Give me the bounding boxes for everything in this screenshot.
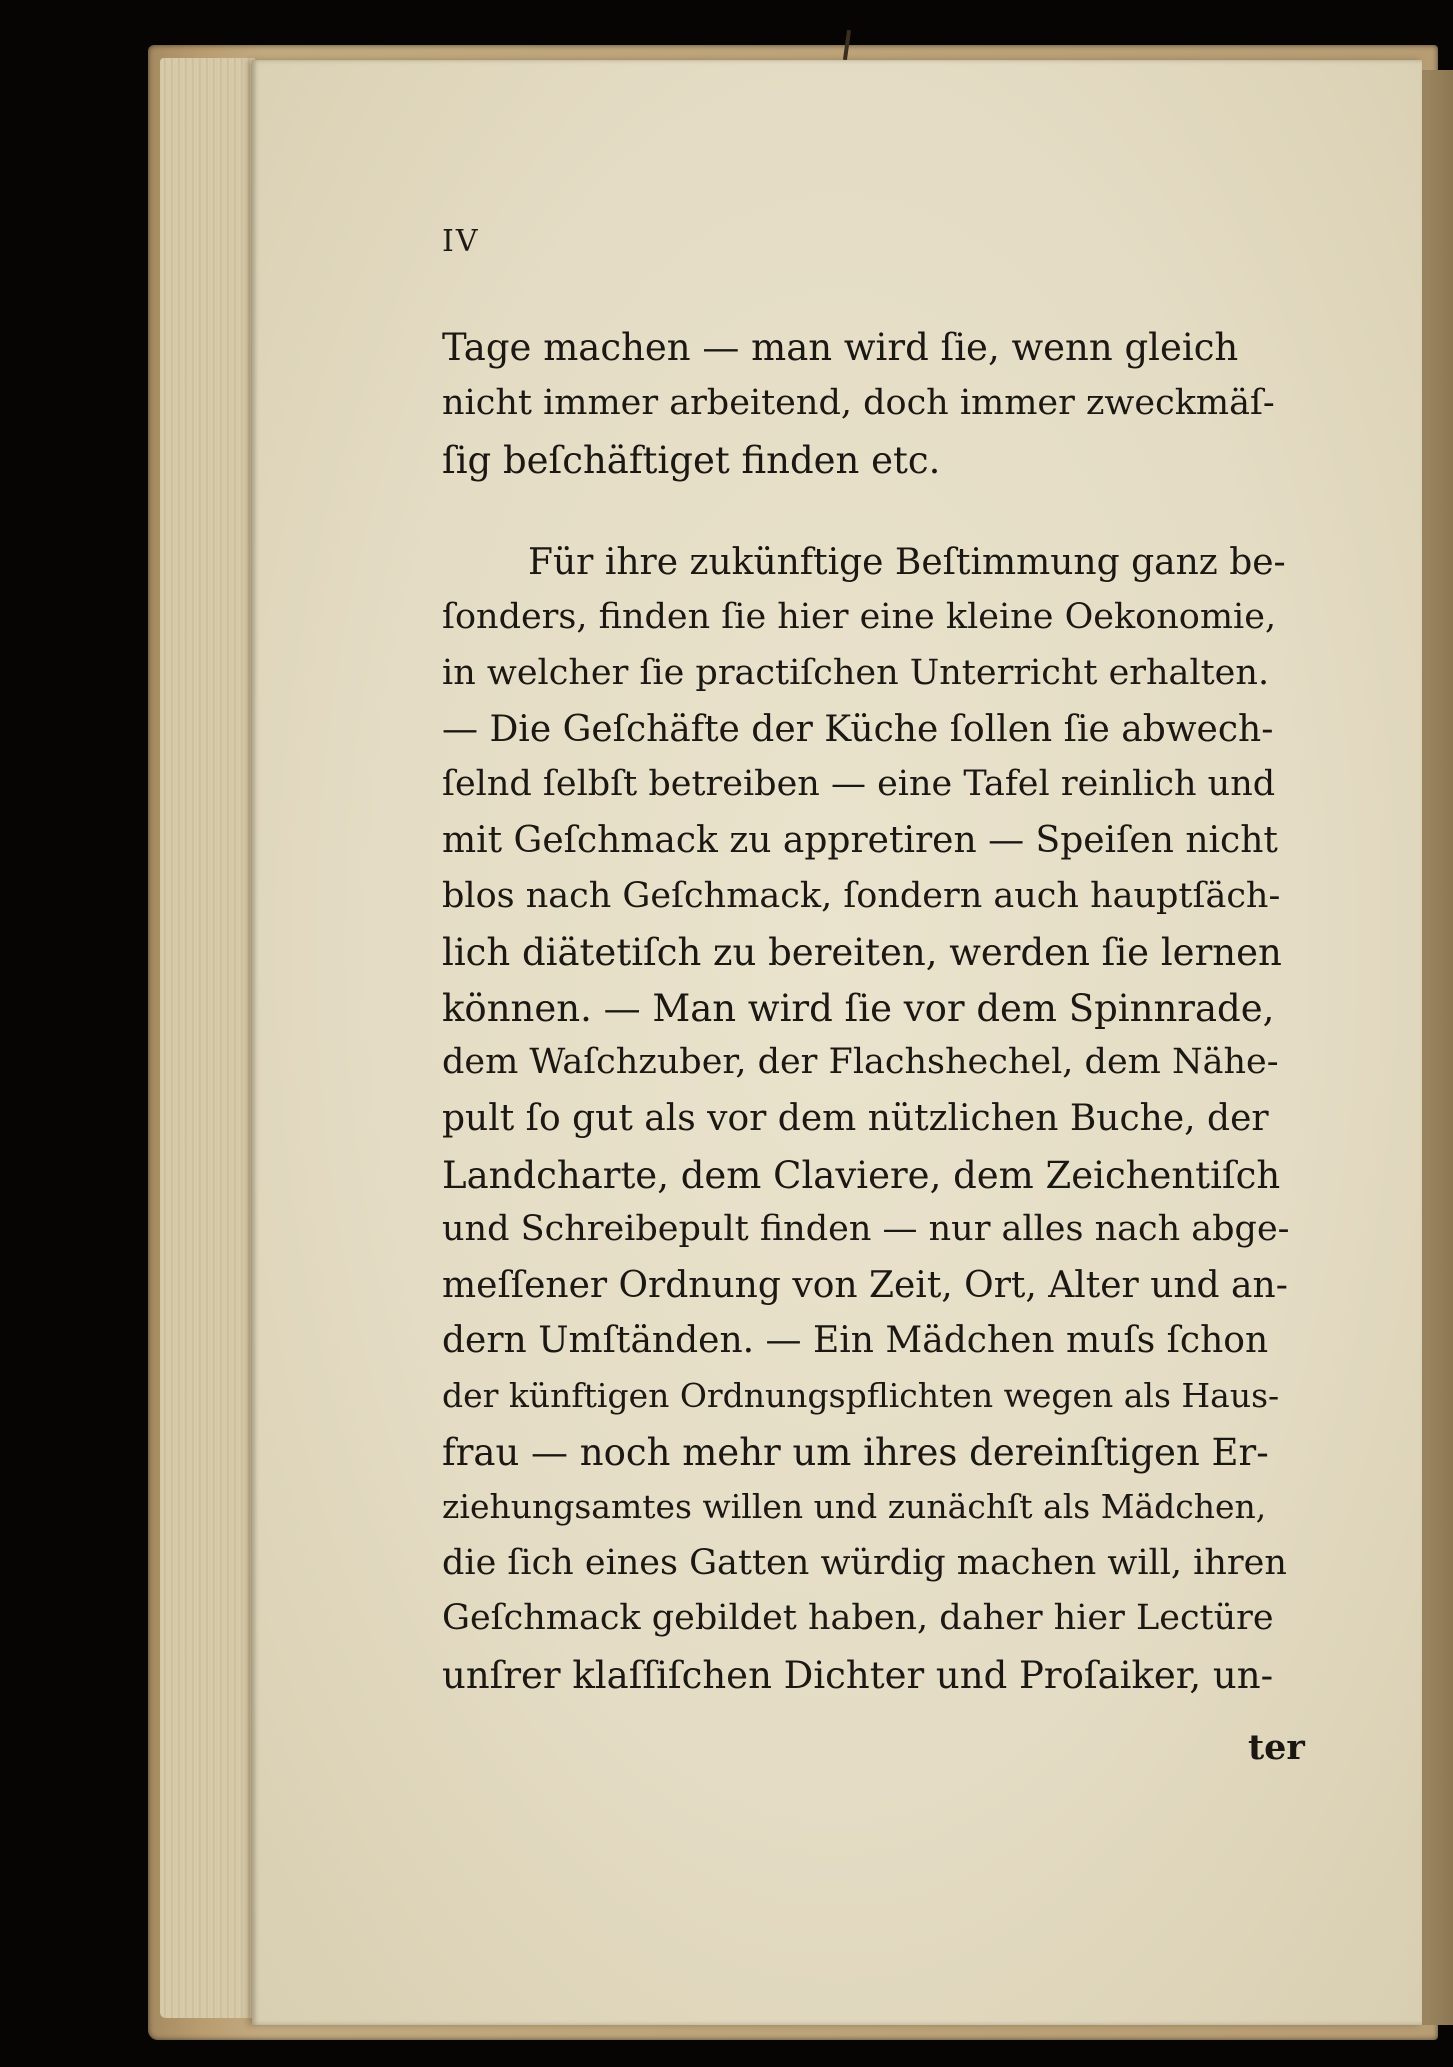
text-line: frau — noch mehr um ihres dereinſtigen Er- bbox=[442, 1431, 1269, 1474]
text-line: lich diätetiſch zu bereiten, werden ſie lernen bbox=[442, 931, 1282, 974]
text-line: in welcher ſie practiſchen Unterricht erhalten. bbox=[442, 653, 1270, 693]
text-line: nicht immer arbeitend, doch immer zweckmäſ- bbox=[442, 383, 1275, 423]
text-line: Landcharte, dem Claviere, dem Zeichentiſch bbox=[442, 1154, 1281, 1197]
text-line: die ſich eines Gatten würdig machen will, ihren bbox=[442, 1543, 1287, 1583]
text-line: dem Waſchzuber, der Flachshechel, dem Nähe- bbox=[442, 1042, 1279, 1082]
page-edges bbox=[160, 58, 255, 2018]
text-line: Für ihre zukünftige Beſtimmung ganz be- bbox=[528, 542, 1286, 583]
text-line: — Die Geſchäfte der Küche ſollen ſie abwech- bbox=[442, 709, 1274, 750]
text-line: ſig beſchäftiget finden etc. bbox=[442, 439, 941, 482]
text-line: dern Umſtänden. — Ein Mädchen muſs ſchon bbox=[442, 1320, 1269, 1361]
text-line: meſſener Ordnung von Zeit, Ort, Alter und an- bbox=[442, 1265, 1288, 1306]
text-line: pult ſo gut als vor dem nützlichen Buche, der bbox=[442, 1098, 1269, 1139]
text-line: ſelnd ſelbſt betreiben — eine Tafel reinlich und bbox=[442, 764, 1276, 804]
text-line: Tage machen — man wird ſie, wenn gleich bbox=[442, 326, 1239, 369]
text-line: der künftigen Ordnungspflichten wegen als Haus- bbox=[442, 1376, 1280, 1415]
page-number: IV bbox=[442, 224, 480, 259]
text-line: blos nach Geſchmack, ſondern auch hauptſäch- bbox=[442, 876, 1281, 916]
catchword: ter bbox=[1248, 1727, 1305, 1768]
text-line: unſrer klaſſiſchen Dichter und Proſaiker, un- bbox=[442, 1654, 1274, 1697]
text-line: ſonders, finden ſie hier eine kleine Oekonomie, bbox=[442, 597, 1277, 637]
text-line: und Schreibepult finden — nur alles nach abge- bbox=[442, 1209, 1290, 1249]
text-line: können. — Man wird ſie vor dem Spinnrade, bbox=[442, 987, 1275, 1030]
text-line: mit Geſchmack zu appretiren — Speiſen nicht bbox=[442, 820, 1278, 861]
text-line: ziehungsamtes willen und zunächſt als Mädchen, bbox=[442, 1487, 1267, 1526]
text-line: Geſchmack gebildet haben, daher hier Lectüre bbox=[442, 1598, 1274, 1638]
